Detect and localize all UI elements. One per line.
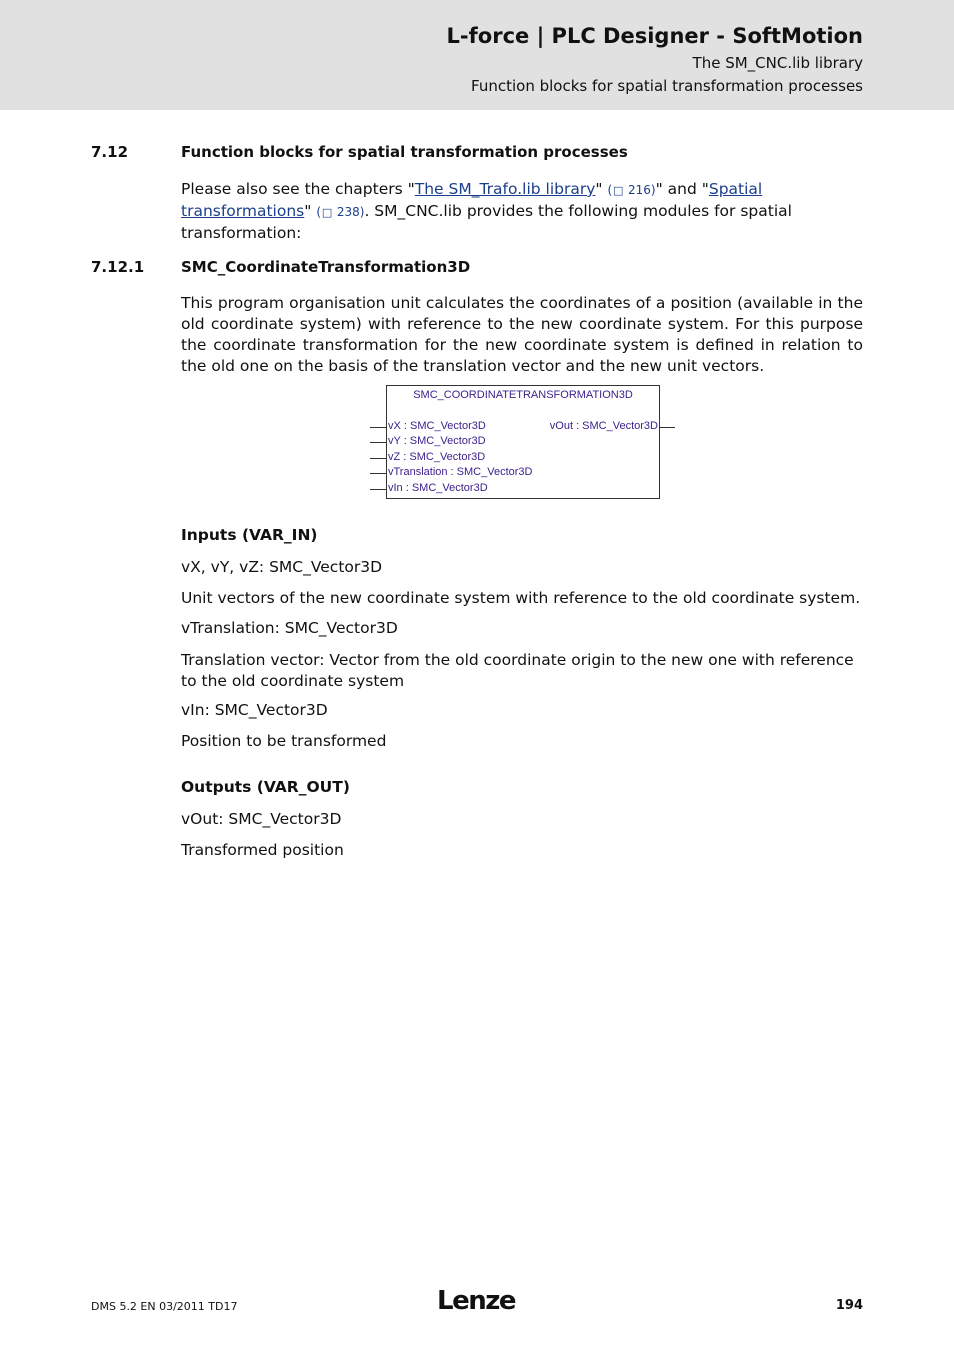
input-connector: [370, 473, 386, 474]
input-connector: [370, 442, 386, 443]
input-pin-vx: vX : SMC_Vector3D: [388, 420, 486, 432]
output-name: vOut: SMC_Vector3D: [181, 810, 342, 828]
page-ref-1-number: 216: [627, 183, 651, 197]
description-paragraph: This program organisation unit calculates the coordinates of a position (available in the old coordinate system) with reference to the new coordinate system. For this purpose the coordinate transformation for the new coordinate system is defined in relation to the old one on the basis of the translation vector and the new unit vectors.: [181, 294, 863, 375]
section-heading: Function blocks for spatial transformation processes: [181, 143, 628, 161]
subsection-number: 7.12.1: [91, 258, 145, 276]
page-header: [0, 0, 954, 110]
input-name: vTranslation: SMC_Vector3D: [181, 619, 398, 637]
input-pin-vy: vY : SMC_Vector3D: [388, 435, 486, 447]
page-number: 194: [835, 1298, 863, 1313]
input-description: Translation vector: Vector from the old coordinate origin to the new one with reference to the old coordinate system: [181, 651, 854, 690]
link-spatial-transformations[interactable]: Spatial transformations: [181, 180, 763, 220]
inputs-heading: Inputs (VAR_IN): [181, 526, 318, 544]
intro-text-mid: " and ": [655, 180, 709, 198]
document-id: DMS 5.2 EN 03/2011 TD17: [91, 1300, 238, 1313]
input-connector: [370, 458, 386, 459]
input-pin-vtranslation: vTranslation : SMC_Vector3D: [388, 466, 533, 478]
input-pin-vin: vIn : SMC_Vector3D: [388, 482, 488, 494]
input-name: vX, vY, vZ: SMC_Vector3D: [181, 558, 383, 576]
input-connector: [370, 427, 386, 428]
section-number: 7.12: [91, 143, 129, 161]
subsection-heading: SMC_CoordinateTransformation3D: [181, 258, 471, 276]
page-ref-1[interactable]: (□ 216): [607, 183, 655, 197]
quote-close: ": [595, 180, 603, 198]
input-name: vIn: SMC_Vector3D: [181, 701, 328, 719]
section-running-title: Function blocks for spatial transformation processes: [471, 77, 863, 95]
input-description: Position to be transformed: [181, 732, 387, 750]
lenze-logo: Lenze: [437, 1286, 515, 1316]
link-sm-trafo-library[interactable]: The SM_Trafo.lib library: [414, 180, 596, 198]
page-ref-2[interactable]: (□ 238): [316, 205, 364, 219]
function-block-name: SMC_COORDINATETRANSFORMATION3D: [413, 389, 633, 401]
book-icon: □: [612, 184, 624, 197]
outputs-heading: Outputs (VAR_OUT): [181, 778, 350, 796]
document-title: L-force | PLC Designer - SoftMotion: [446, 24, 863, 48]
function-block-box: [386, 385, 660, 499]
intro-paragraph: [181, 179, 863, 244]
chapter-title: The SM_CNC.lib library: [692, 54, 863, 72]
output-connector: [659, 427, 675, 428]
input-pin-vz: vZ : SMC_Vector3D: [388, 451, 486, 463]
input-description: Unit vectors of the new coordinate system with reference to the old coordinate system.: [181, 589, 861, 607]
output-description: Transformed position: [181, 841, 344, 859]
book-icon: □: [321, 206, 333, 219]
quote-close-2: ": [304, 202, 312, 220]
output-pin-vout: vOut : SMC_Vector3D: [549, 420, 658, 432]
page-ref-2-number: 238: [336, 205, 360, 219]
intro-text-start: Please also see the chapters ": [181, 180, 415, 198]
intro-text-end: . SM_CNC.lib provides the following modules for spatial transformation:: [181, 202, 792, 242]
input-connector: [370, 489, 386, 490]
